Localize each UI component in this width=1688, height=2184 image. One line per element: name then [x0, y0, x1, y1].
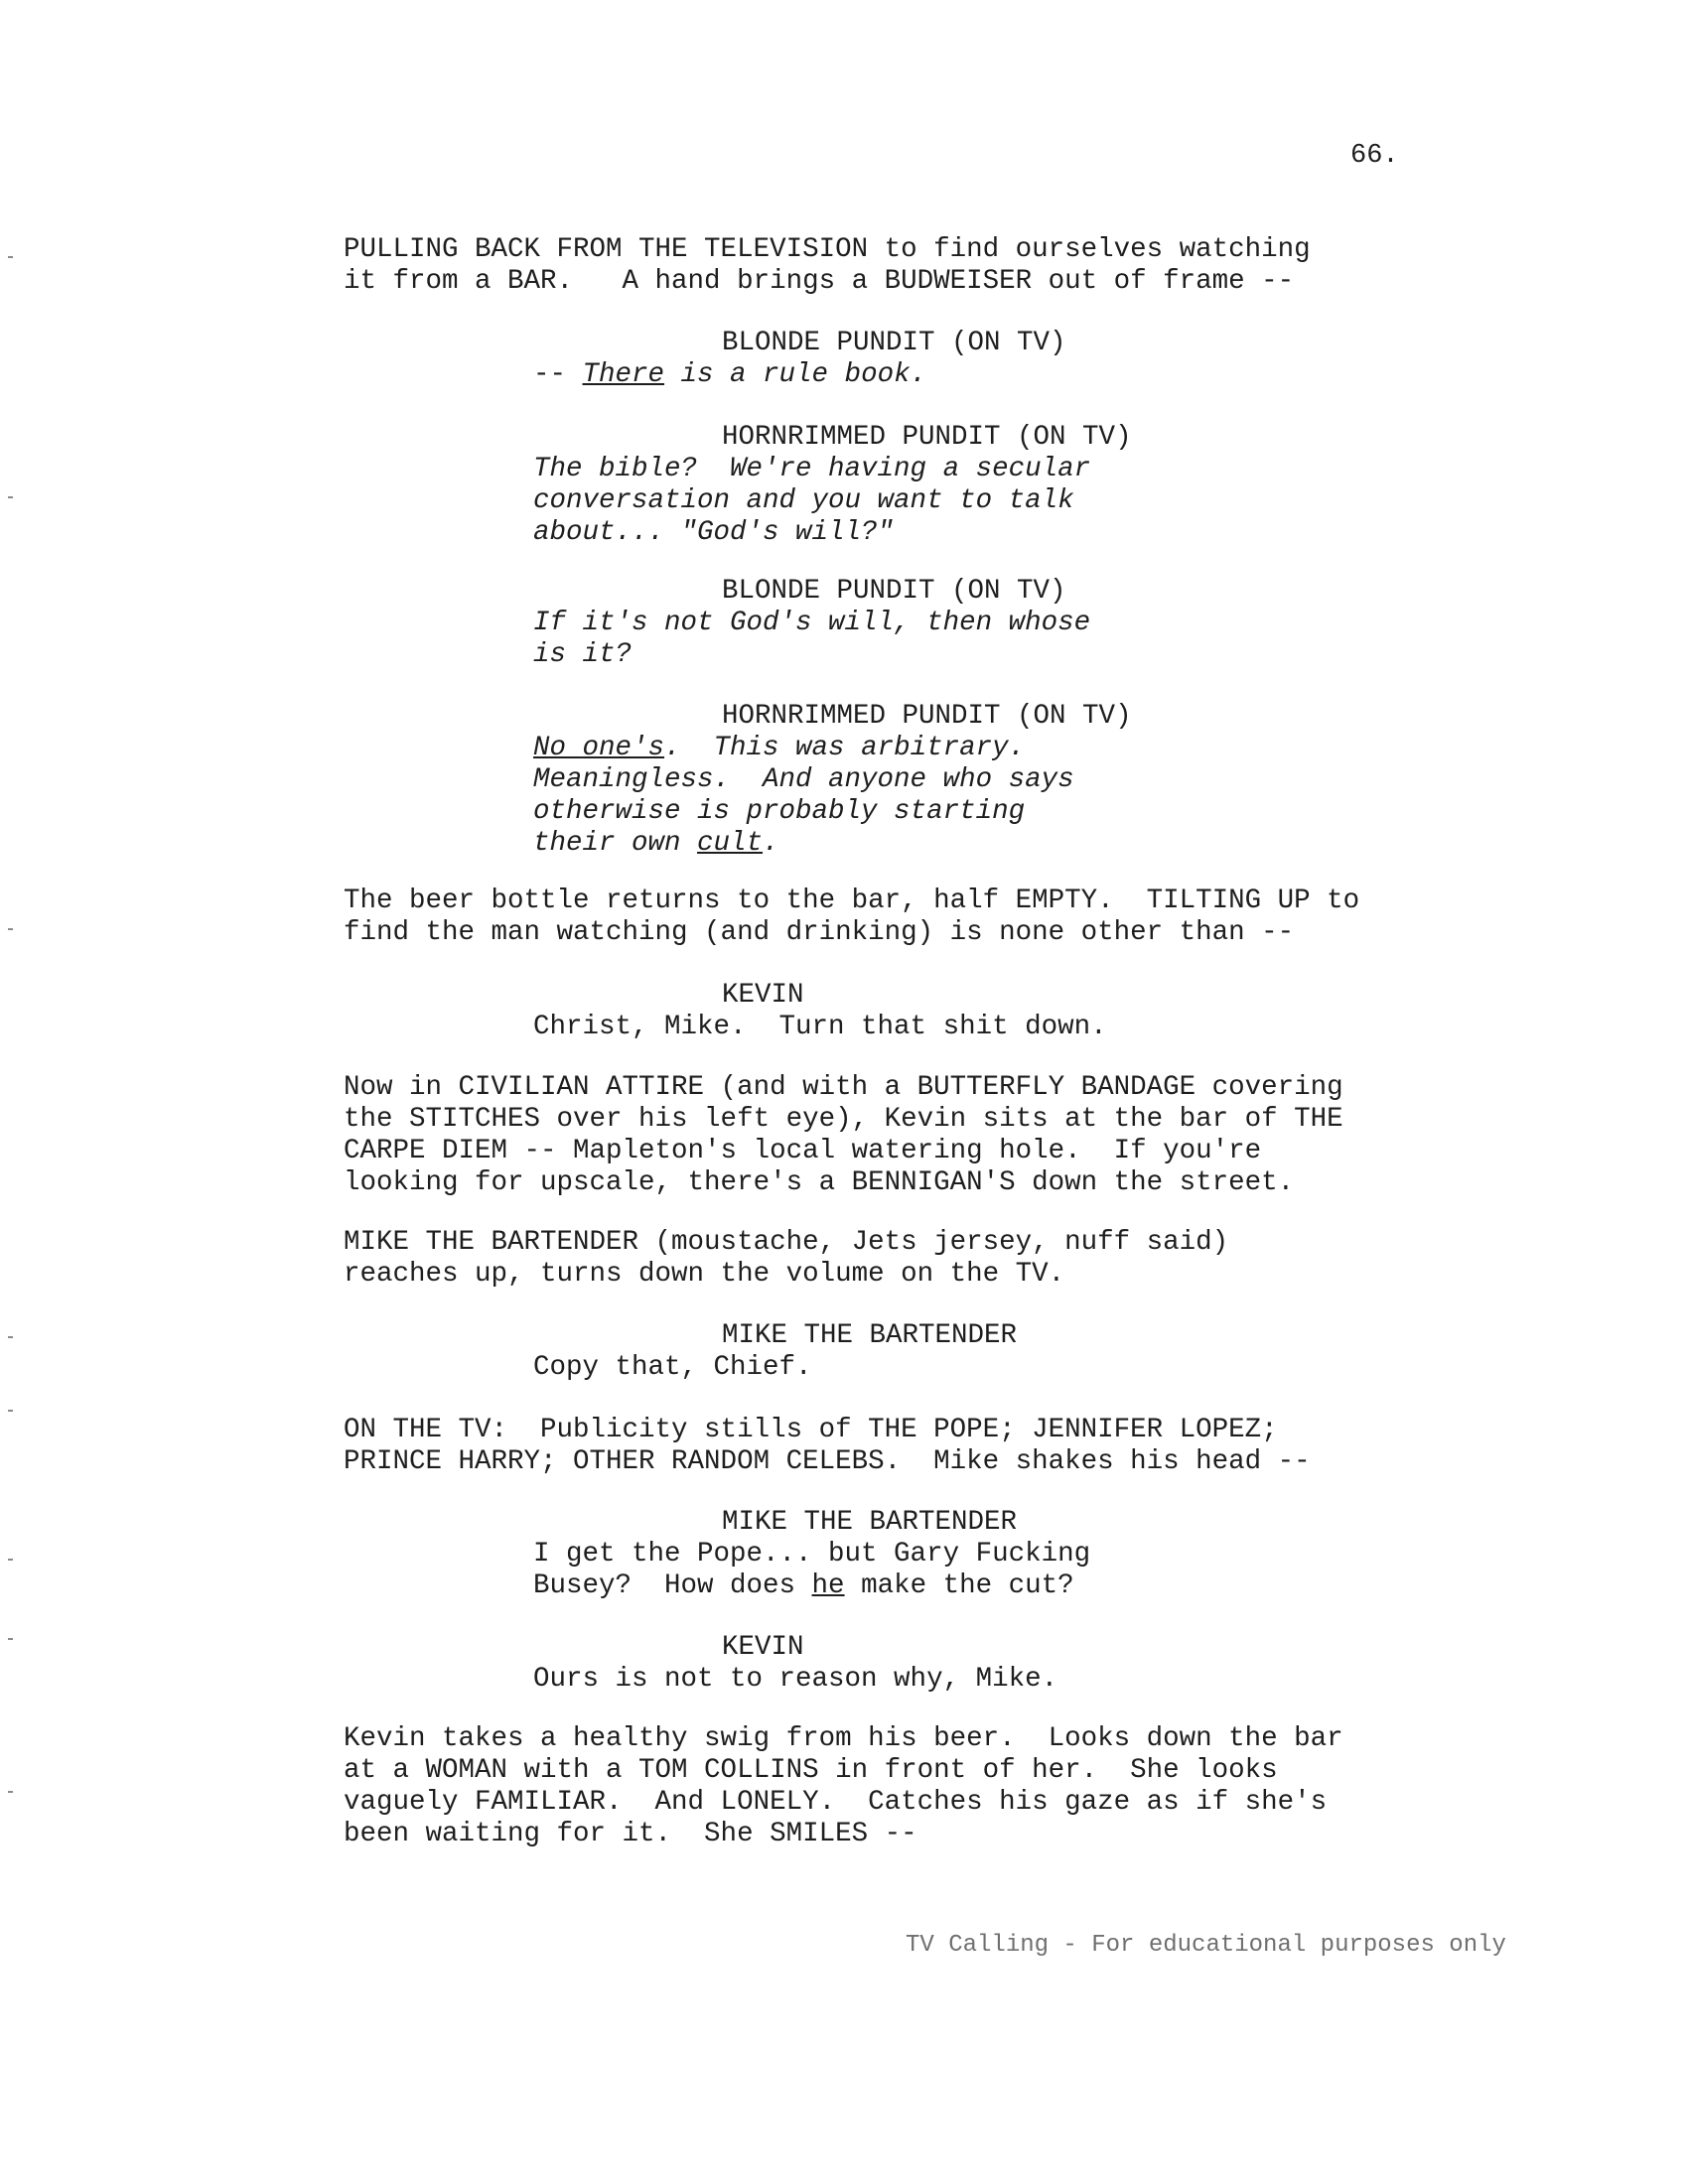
action-block-6: Kevin takes a healthy swig from his beer. Looks down the bar at a WOMAN with a TOM COLLINS in front of her. She looks vaguely FAMILIAR. And LONELY. Catches his gaze as if she's been waiting for it. She SMILES -- — [344, 1723, 1343, 1849]
dialogue-block-6: Copy that, Chief. — [533, 1352, 812, 1383]
dialogue-block-2: The bible? We're having a secular conversation and you want to talk about... "God's will?" — [533, 454, 1091, 548]
emphasis: No one's — [533, 733, 665, 763]
page-number: 66. — [1350, 141, 1399, 171]
character-cue: MIKE THE BARTENDER — [722, 1507, 1018, 1538]
action-block-2: The beer bottle returns to the bar, half EMPTY. TILTING UP to find the man watching (and drinking) is none other than -- — [344, 886, 1360, 948]
scan-speck — [8, 496, 13, 498]
scan-speck — [8, 1410, 13, 1412]
action-block-3: Now in CIVILIAN ATTIRE (and with a BUTTERFLY BANDAGE covering the STITCHES over his left eye), Kevin sits at the bar of THE CARPE DIEM -- Mapleton's local watering hole. If you're looking for upscale, there's a BENNIGAN'S down the street. — [344, 1072, 1343, 1198]
character-cue: HORNRIMMED PUNDIT (ON TV) — [722, 422, 1132, 453]
action-block-5: ON THE TV: Publicity stills of THE POPE; JENNIFER LOPEZ; PRINCE HARRY; OTHER RANDOM CELEBS. Mike shakes his head -- — [344, 1415, 1311, 1477]
scan-speck — [8, 1791, 13, 1793]
scan-speck — [8, 928, 13, 930]
dialogue-block-8: Ours is not to reason why, Mike. — [533, 1664, 1058, 1695]
dialogue-block-1: -- There is a rule book. — [533, 359, 927, 390]
character-cue: BLONDE PUNDIT (ON TV) — [722, 576, 1066, 607]
emphasis: he — [811, 1570, 845, 1601]
scan-speck — [8, 1638, 13, 1640]
character-cue: KEVIN — [722, 1632, 804, 1663]
scan-speck — [8, 256, 13, 258]
scan-speck — [8, 1559, 13, 1561]
action-line: it from a BAR. A hand brings a BUDWEISER out of frame -- — [344, 266, 1295, 297]
dialogue-block-7: I get the Pope... but Gary Fucking Busey? How does he make the cut? — [533, 1539, 1091, 1601]
dialogue-block-4: No one's. This was arbitrary. Meaningless. And anyone who says otherwise is probably starting their own cult. — [533, 733, 1074, 859]
emphasis: cult — [697, 828, 764, 859]
footer-watermark: TV Calling - For educational purposes only — [906, 1932, 1506, 1959]
dialogue-block-3: If it's not God's will, then whose is it? — [533, 608, 1091, 670]
character-cue: HORNRIMMED PUNDIT (ON TV) — [722, 701, 1132, 732]
action-line: PULLING BACK FROM THE TELEVISION to find ourselves watching — [344, 234, 1311, 265]
emphasis: There — [582, 359, 665, 390]
character-cue: KEVIN — [722, 980, 804, 1011]
scan-speck — [8, 1336, 13, 1338]
dialogue-block-5: Christ, Mike. Turn that shit down. — [533, 1012, 1107, 1042]
action-block-1 — [344, 234, 1311, 298]
character-cue: MIKE THE BARTENDER — [722, 1320, 1018, 1351]
action-block-4: MIKE THE BARTENDER (moustache, Jets jersey, nuff said) reaches up, turns down the volume on the TV. — [344, 1227, 1229, 1290]
character-cue: BLONDE PUNDIT (ON TV) — [722, 328, 1066, 358]
